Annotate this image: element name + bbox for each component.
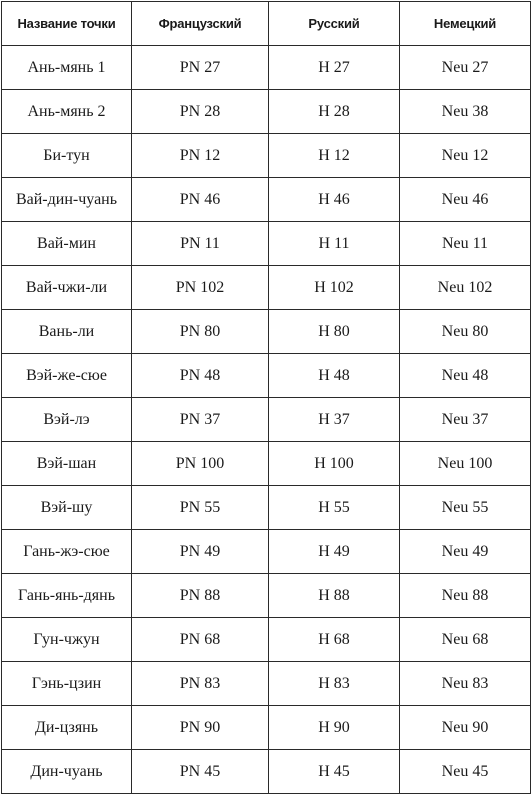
german-code-cell: Neu 38 <box>400 90 531 134</box>
russian-code-cell: H 46 <box>269 178 400 222</box>
german-code-cell: Neu 27 <box>400 46 531 90</box>
french-code-cell: PN 100 <box>132 442 269 486</box>
french-code-cell: PN 12 <box>132 134 269 178</box>
russian-code-cell: H 55 <box>269 486 400 530</box>
french-code-cell: PN 102 <box>132 266 269 310</box>
table-row <box>2 222 531 266</box>
russian-code-cell: H 37 <box>269 398 400 442</box>
french-code-cell: PN 68 <box>132 618 269 662</box>
point-name-cell: Би-тун <box>2 134 132 178</box>
point-name-cell: Ань-мянь 1 <box>2 46 132 90</box>
german-code-cell: Neu 100 <box>400 442 531 486</box>
french-code-cell: PN 90 <box>132 706 269 750</box>
header-german: Немецкий <box>400 2 531 46</box>
header-russian: Русский <box>269 2 400 46</box>
point-name-cell: Вэй-лэ <box>2 398 132 442</box>
french-code-cell: PN 45 <box>132 750 269 794</box>
russian-code-cell: H 102 <box>269 266 400 310</box>
german-code-cell: Neu 80 <box>400 310 531 354</box>
french-code-cell: PN 11 <box>132 222 269 266</box>
german-code-cell: Neu 68 <box>400 618 531 662</box>
table-row <box>2 442 531 486</box>
table-header <box>2 2 531 46</box>
table-row <box>2 662 531 706</box>
table-row <box>2 134 531 178</box>
table-row <box>2 178 531 222</box>
german-code-cell: Neu 45 <box>400 750 531 794</box>
point-name-cell: Гань-жэ-сюе <box>2 530 132 574</box>
french-code-cell: PN 55 <box>132 486 269 530</box>
german-code-cell: Neu 102 <box>400 266 531 310</box>
russian-code-cell: H 88 <box>269 574 400 618</box>
german-code-cell: Neu 37 <box>400 398 531 442</box>
header-point-name: Название точки <box>2 2 132 46</box>
german-code-cell: Neu 88 <box>400 574 531 618</box>
russian-code-cell: H 68 <box>269 618 400 662</box>
russian-code-cell: H 83 <box>269 662 400 706</box>
point-name-cell: Гун-чжун <box>2 618 132 662</box>
german-code-cell: Neu 90 <box>400 706 531 750</box>
french-code-cell: PN 37 <box>132 398 269 442</box>
german-code-cell: Neu 46 <box>400 178 531 222</box>
french-code-cell: PN 49 <box>132 530 269 574</box>
russian-code-cell: H 100 <box>269 442 400 486</box>
table-row <box>2 618 531 662</box>
german-code-cell: Neu 48 <box>400 354 531 398</box>
russian-code-cell: H 28 <box>269 90 400 134</box>
russian-code-cell: H 27 <box>269 46 400 90</box>
table-row <box>2 574 531 618</box>
table-row <box>2 46 531 90</box>
table-row <box>2 530 531 574</box>
german-code-cell: Neu 55 <box>400 486 531 530</box>
german-code-cell: Neu 11 <box>400 222 531 266</box>
table-row <box>2 354 531 398</box>
russian-code-cell: H 90 <box>269 706 400 750</box>
header-french: Французский <box>132 2 269 46</box>
table-row <box>2 398 531 442</box>
point-name-cell: Вай-дин-чуань <box>2 178 132 222</box>
russian-code-cell: H 49 <box>269 530 400 574</box>
point-name-cell: Гэнь-цзин <box>2 662 132 706</box>
point-name-cell: Вэй-шу <box>2 486 132 530</box>
point-name-cell: Дин-чуань <box>2 750 132 794</box>
french-code-cell: PN 28 <box>132 90 269 134</box>
russian-code-cell: H 48 <box>269 354 400 398</box>
german-code-cell: Neu 12 <box>400 134 531 178</box>
german-code-cell: Neu 83 <box>400 662 531 706</box>
russian-code-cell: H 11 <box>269 222 400 266</box>
french-code-cell: PN 46 <box>132 178 269 222</box>
point-name-cell: Вай-чжи-ли <box>2 266 132 310</box>
table-row <box>2 706 531 750</box>
table-row <box>2 266 531 310</box>
russian-code-cell: H 45 <box>269 750 400 794</box>
point-name-cell: Вай-мин <box>2 222 132 266</box>
french-code-cell: PN 88 <box>132 574 269 618</box>
table-row <box>2 486 531 530</box>
point-name-cell: Вань-ли <box>2 310 132 354</box>
french-code-cell: PN 80 <box>132 310 269 354</box>
french-code-cell: PN 83 <box>132 662 269 706</box>
point-name-cell: Ань-мянь 2 <box>2 90 132 134</box>
french-code-cell: PN 27 <box>132 46 269 90</box>
point-name-cell: Гань-янь-дянь <box>2 574 132 618</box>
point-name-cell: Ди-цзянь <box>2 706 132 750</box>
german-code-cell: Neu 49 <box>400 530 531 574</box>
header-row <box>2 2 531 46</box>
table-row <box>2 90 531 134</box>
table-body <box>2 46 531 794</box>
table-row <box>2 310 531 354</box>
table-row <box>2 750 531 794</box>
french-code-cell: PN 48 <box>132 354 269 398</box>
points-table <box>1 1 531 794</box>
russian-code-cell: H 80 <box>269 310 400 354</box>
russian-code-cell: H 12 <box>269 134 400 178</box>
point-name-cell: Вэй-шан <box>2 442 132 486</box>
point-name-cell: Вэй-же-сюе <box>2 354 132 398</box>
